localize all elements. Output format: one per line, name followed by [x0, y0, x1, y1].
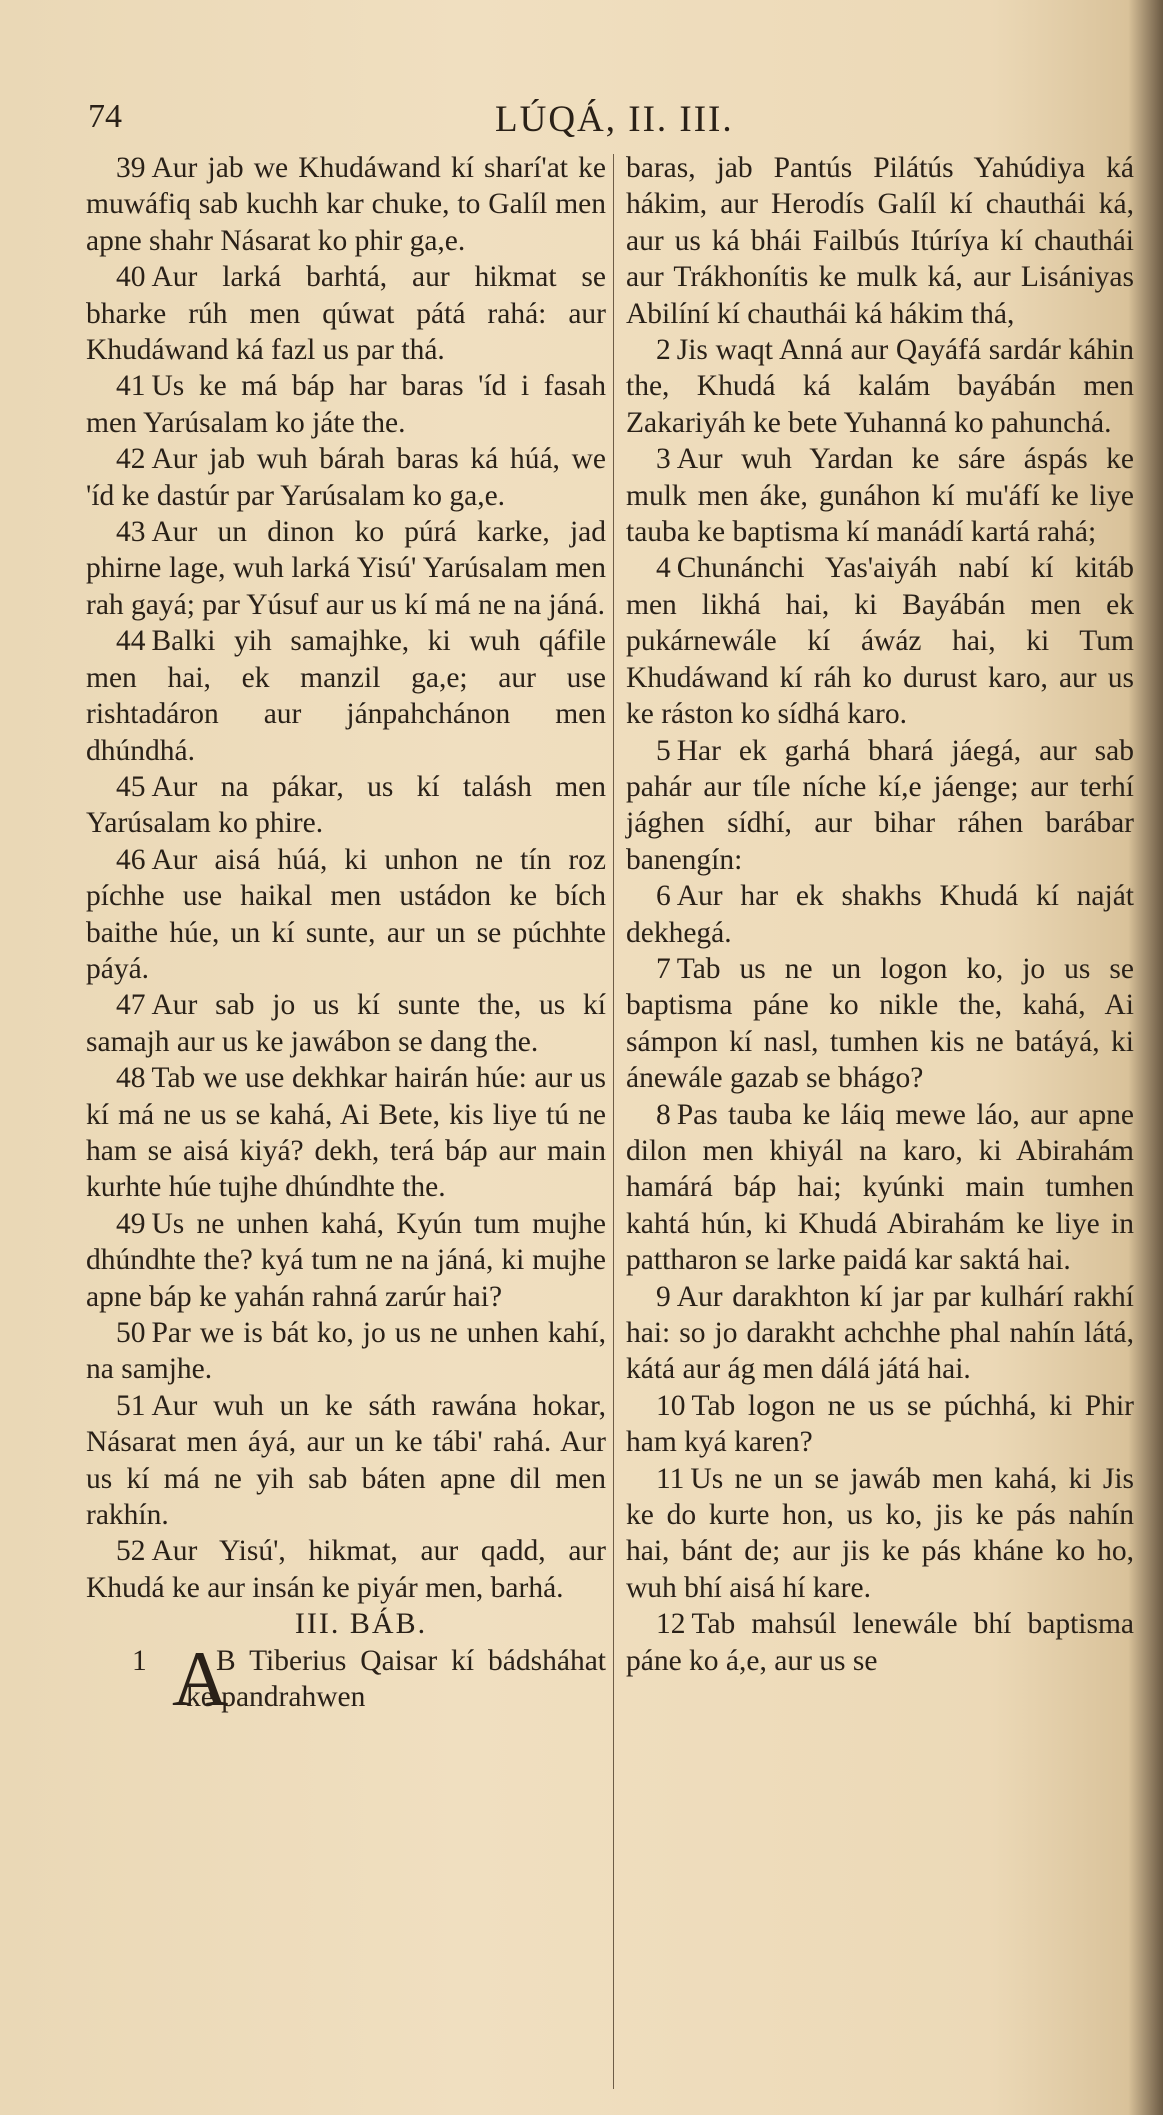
chapter-heading: III. BÁB.	[294, 1607, 428, 1641]
drop-cap: A	[172, 1634, 229, 1722]
verse-text: Aur jab we Khudáwand kí sharí'at ke muwáfiq sab kuchh kar chuke, to Galíl men apne shahr Násarat ko phir ga,e.	[86, 152, 606, 257]
verse-number: 5	[656, 734, 671, 767]
verse-number: 49	[116, 1207, 146, 1240]
verse	[86, 1315, 606, 1388]
running-head: LÚQÁ, II. III.	[495, 99, 734, 140]
verse-text: Aur larká barhtá, aur hikmat se bharke rúh men qúwat pátá rahá: aur Khudáwand ká fazl us par thá.	[86, 261, 606, 367]
verse	[86, 842, 606, 988]
verse-text: Tab we use dekhkar hairán húe: aur us kí má ne us se kahá, Ai Bete, kis liye tú ne ham se aisá kiyá? dekh, terá báp aur main kurhte húe tujhe dhúndhte the.	[86, 1062, 606, 1204]
verse-number: 47	[116, 989, 146, 1022]
verse-text: Aur Yisú', hikmat, aur qadd, aur Khudá ke aur insán ke piyár men, barhá.	[86, 1535, 606, 1604]
verse	[86, 1060, 606, 1206]
verse-text: Aur jab wuh bárah baras ká húá, we 'íd ke dastúr par Yarúsalam ko ga,e.	[86, 443, 606, 512]
verse	[86, 150, 606, 259]
verse-number: 51	[116, 1389, 146, 1422]
verse-number: 41	[116, 370, 146, 403]
verse-number: 6	[656, 880, 671, 913]
verse-number: 52	[116, 1535, 146, 1568]
verse-text: Har ek garhá bhará jáegá, aur sab pahár aur tíle níche kí,e jáenge; aur terhí jághen sídhí, aur bihar ráhen barábar banengín:	[626, 734, 1134, 876]
verse-number: 2	[656, 334, 671, 367]
verse-number: 40	[116, 261, 146, 294]
verse-text: Aur na pákar, us kí talásh men Yarúsalam ko phire.	[86, 770, 606, 840]
verse-number: 42	[116, 443, 146, 476]
verse-number: 12	[656, 1608, 686, 1641]
verse-text: B Tiberius Qaisar kí bádsháhat ke pandrahwen	[186, 1644, 606, 1714]
verse	[86, 1533, 606, 1606]
verse	[626, 1279, 1134, 1388]
verse	[626, 1606, 1134, 1679]
verse-text: Aur sab jo us kí sunte the, us kí samajh aur us ke jawábon se dang the.	[86, 989, 606, 1058]
verse-text: Us ke má báp har baras 'íd i fasah men Yarúsalam ko játe the.	[86, 370, 606, 439]
verse	[86, 623, 606, 769]
verse-text: Chunánchi Yas'aiyáh nabí kí kitáb men likhá hai, ki Bayábán men ek pukárnewále kí áwáz hai, ki Tum Khudáwand kí ráh ko durust karo, aur us ke ráston ko sídhá karo.	[626, 552, 1134, 731]
verse-text: Pas tauba ke láiq mewe láo, aur apne dilon men khiyál na karo, ki Abirahám hamárá báp hai; kyúnki main tumhen kahtá hún, ki Khudá Abirahám ke liye in pattharon se larke paidá kar saktá hai.	[626, 1098, 1134, 1277]
verse-number: 8	[656, 1098, 671, 1131]
verse-text: Aur un dinon ko púrá karke, jad phirne lage, wuh larká Yisú' Yarúsalam men rah gayá; par Yúsuf aur us kí má ne na jáná.	[86, 516, 606, 621]
verse-number: 43	[116, 516, 146, 549]
verse-number: 3	[656, 443, 671, 476]
verse-text: Tab logon ne us se púchhá, ki Phir ham kyá karen?	[626, 1389, 1134, 1459]
verse-text: Tab mahsúl lenewále bhí baptisma páne ko á,e, aur us se	[626, 1608, 1134, 1677]
verse	[626, 441, 1134, 550]
verse-number: 50	[116, 1317, 146, 1349]
verse-number: 48	[116, 1062, 146, 1095]
verse	[86, 368, 606, 441]
verse	[626, 951, 1134, 1097]
verse-text: Us ne unhen kahá, Kyún tum mujhe dhúndhte the? kyá tum ne na jáná, ki mujhe apne báp ke yahán rahná zarúr hai?	[86, 1207, 606, 1313]
page-number: 74	[88, 98, 122, 135]
verse	[86, 1388, 606, 1534]
verse	[626, 550, 1134, 732]
verse-number: 45	[116, 770, 146, 803]
verse-number: 10	[656, 1389, 686, 1422]
right-column	[626, 150, 1134, 1679]
verse-number: 39	[116, 152, 146, 184]
verse-text: Aur har ek shakhs Khudá kí naját dekhegá.	[626, 880, 1134, 949]
verse-text: Aur wuh Yardan ke sáre áspás ke mulk men áke, gunáhon kí mu'áfí ke liye tauba ke baptisma kí manádí kartá rahá;	[626, 443, 1134, 549]
verse	[626, 1097, 1134, 1279]
verse-number: 11	[656, 1462, 685, 1495]
verse-text: Par we is bát ko, jo us ne unhen kahí, na samjhe.	[86, 1317, 606, 1386]
verse	[86, 259, 606, 368]
verse-text: Jis waqt Anná aur Qayáfá sardár káhin the, Khudá ká kalám bayábán men Zakariyáh ke bete Yuhanná ko pahunchá.	[626, 334, 1134, 439]
verse-continuation	[626, 150, 1134, 332]
verse	[86, 1206, 606, 1315]
chapter-first-verse	[86, 1634, 606, 1722]
column-divider	[613, 154, 614, 2089]
verse	[86, 987, 606, 1060]
verse	[86, 769, 606, 842]
verse-number: 46	[116, 843, 146, 876]
verse-text: Balki yih samajhke, ki wuh qáfile men hai, ek manzil ga,e; aur use rishtadáron aur jánpahchánon men dhúndhá.	[86, 625, 606, 767]
left-column	[86, 150, 606, 1722]
verse-number: 7	[656, 952, 671, 985]
verse-text: Aur aisá húá, ki unhon ne tín roz píchhe use haikal men ustádon ke bích baithe húe, un kí sunte, aur un se púchhte páyá.	[86, 843, 606, 985]
verse	[626, 733, 1134, 879]
page-header	[0, 98, 1163, 148]
verse	[626, 1461, 1134, 1607]
verse	[626, 332, 1134, 441]
verse-number: 4	[656, 552, 671, 585]
verse	[86, 441, 606, 514]
verse	[626, 878, 1134, 951]
verse-text: baras, jab Pantús Pilátús Yahúdiya ká hákim, aur Herodís Galíl kí chauthái ká, aur us ká bhái Failbús Itúríya kí chauthái aur Trákhonítis ke mulk ká, aur Lisániyas Abilíní kí chauthái ká hákim thá,	[626, 152, 1134, 330]
verse-text: Tab us ne un logon ko, jo us se baptisma páne ko nikle the, kahá, Ai sámpon kí nasl, tumhen kis ne batáyá, ki ánewále gazab se bhágo?	[626, 952, 1134, 1095]
verse-text: Aur wuh un ke sáth rawána hokar, Násarat men áyá, aur un ke tábi' rahá. Aur us kí má ne yih sab báten apne dil men rakhín.	[86, 1389, 606, 1532]
verse	[626, 1388, 1134, 1461]
verse-text: Aur darakhton kí jar par kulhárí rakhí hai: so jo darakht achchhe phal nahín látá, kátá aur ág men dálá játá hai.	[626, 1280, 1134, 1386]
verse-number: 1	[132, 1644, 147, 1677]
verse-text: Us ne un se jawáb men kahá, ki Jis ke do kurte hon, us ko, jis ke pás nahín hai, bánt de; aur jis ke pás kháne ko ho, wuh bhí aisá hí kare.	[626, 1462, 1134, 1604]
verse-number: 44	[116, 625, 146, 658]
verse-number: 9	[656, 1280, 671, 1313]
verse	[86, 514, 606, 623]
